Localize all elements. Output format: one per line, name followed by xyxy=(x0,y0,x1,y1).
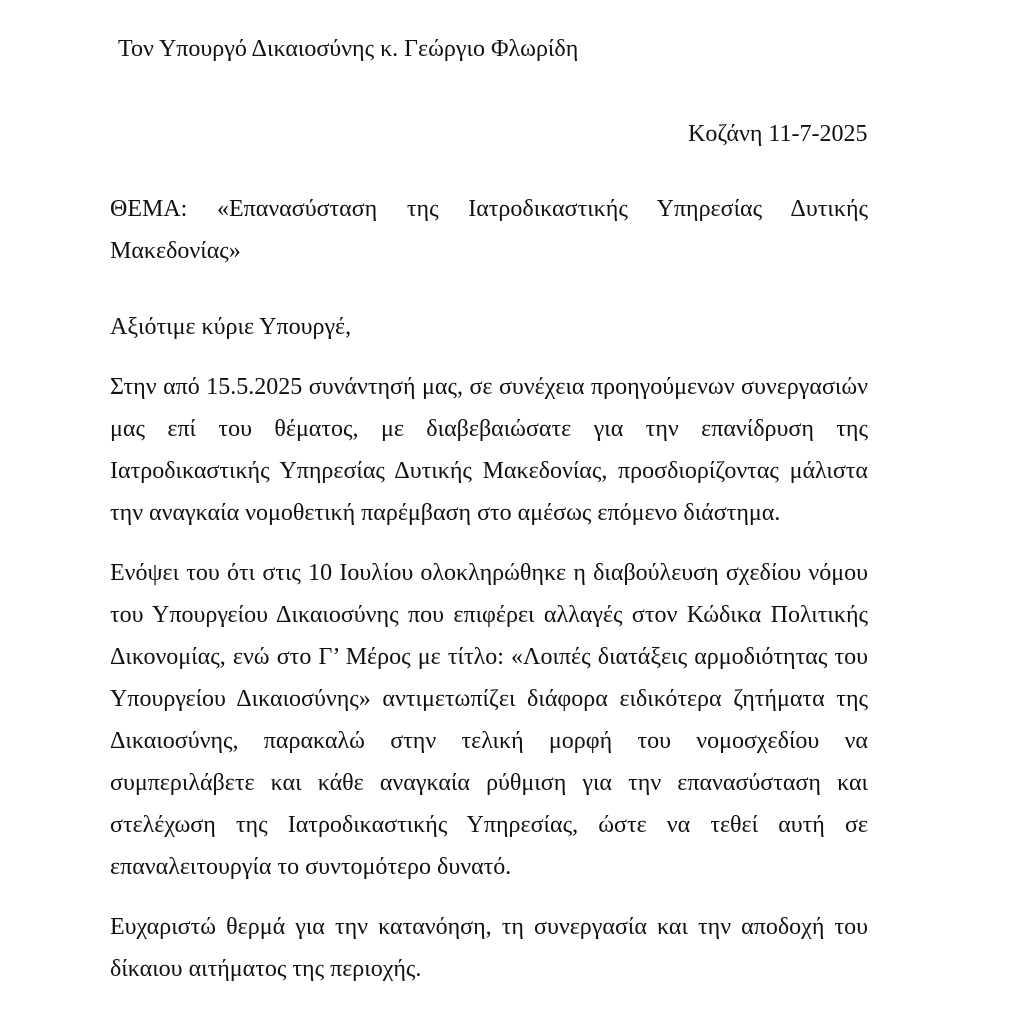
paragraph-1-line: μας επί του θέματος, με διαβεβαιώσατε για την επανίδρυση της xyxy=(110,416,868,442)
paragraph-3-line: δίκαιου αιτήματος της περιοχής. xyxy=(110,956,422,982)
paragraph-2-line: Ενόψει του ότι στις 10 Ιουλίου ολοκληρώθηκε η διαβούλευση σχεδίου νόμου xyxy=(110,560,868,586)
paragraph-3-line: Ευχαριστώ θερμά για την κατανόηση, τη συνεργασία και την αποδοχή του xyxy=(110,914,868,940)
subject-line-1: ΘΕΜΑ: «Επανασύσταση της Ιατροδικαστικής Υπηρεσίας Δυτικής xyxy=(110,196,868,222)
paragraph-1-line: Ιατροδικαστικής Υπηρεσίας Δυτικής Μακεδονίας, προσδιορίζοντας μάλιστα xyxy=(110,458,868,484)
paragraph-2-line: στελέχωση της Ιατροδικαστικής Υπηρεσίας, ώστε να τεθεί αυτή σε xyxy=(110,812,868,838)
paragraph-1-line: Στην από 15.5.2025 συνάντησή μας, σε συνέχεια προηγούμενων συνεργασιών xyxy=(110,374,868,400)
subject-line-2: Μακεδονίας» xyxy=(110,238,241,264)
paragraph-2-line: Δικαιοσύνης, παρακαλώ στην τελική μορφή του νομοσχεδίου να xyxy=(110,728,868,754)
salutation: Αξιότιμε κύριε Υπουργέ, xyxy=(110,314,352,340)
recipient-line: Τον Υπουργό Δικαιοσύνης κ. Γεώργιο Φλωρίδη xyxy=(118,36,579,62)
paragraph-2-line: του Υπουργείου Δικαιοσύνης που επιφέρει αλλαγές στον Κώδικα Πολιτικής xyxy=(110,602,868,628)
paragraph-2-line: Υπουργείου Δικαιοσύνης» αντιμετωπίζει διάφορα ειδικότερα ζητήματα της xyxy=(110,686,868,712)
paragraph-2-line: επαναλειτουργία το συντομότερο δυνατό. xyxy=(110,854,512,880)
paragraph-1-line: την αναγκαία νομοθετική παρέμβαση στο αμέσως επόμενο διάστημα. xyxy=(110,500,781,526)
place-date: Κοζάνη 11-7-2025 xyxy=(688,121,868,147)
paragraph-2-line: Δικονομίας, ενώ στο Γ’ Μέρος με τίτλο: «Λοιπές διατάξεις αρμοδιότητας του xyxy=(110,644,868,670)
paragraph-2-line: συμπεριλάβετε και κάθε αναγκαία ρύθμιση για την επανασύσταση και xyxy=(110,770,868,796)
